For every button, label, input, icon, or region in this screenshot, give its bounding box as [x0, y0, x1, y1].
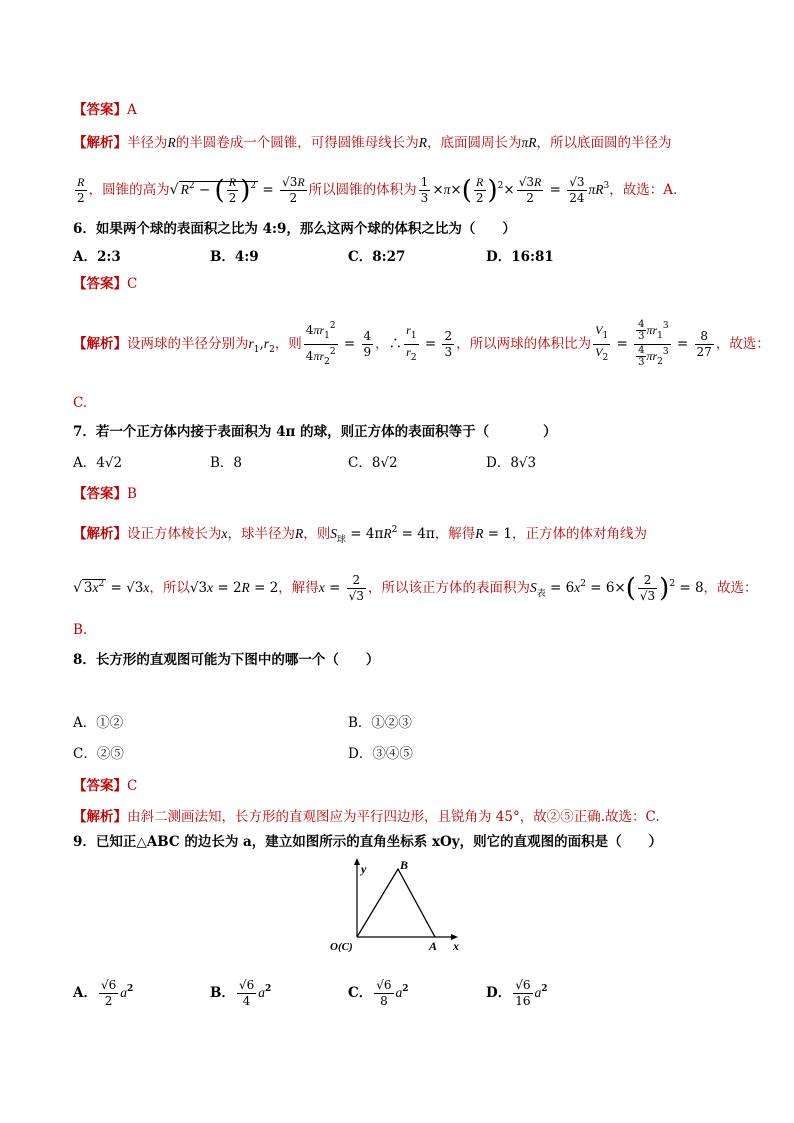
q7-analysis-line3: B. — [73, 622, 88, 638]
q9-figure — [325, 855, 465, 955]
q7-analysis-text: ，则 — [303, 526, 331, 542]
q9-option-a: A． $\frac{√6}{2}$ $a^2$ — [73, 978, 134, 1008]
answer-label: 【答案】 — [73, 778, 127, 794]
q7-analysis-text: ，所以该正方体的表面积为 — [367, 580, 530, 596]
q5-analysis-text: ，故选：A. — [609, 182, 678, 198]
q8-option-a: A．①② — [73, 715, 124, 731]
q8-option-b: B．①②③ — [348, 715, 412, 731]
q7-option-c: C．8√2 — [348, 455, 398, 471]
q6-answer: C — [127, 276, 138, 292]
option-den: 8 — [380, 994, 388, 1008]
q5-analysis-text: ，圆锥的高为 — [88, 182, 170, 198]
q7-option-a: A．4√2 — [73, 455, 123, 471]
q7-option-d: D．8√3 — [486, 455, 537, 471]
option-label: D． — [486, 985, 512, 1001]
q6-analysis-text: ，则 — [274, 336, 302, 352]
option-label: C． — [348, 985, 373, 1001]
analysis-label: 【解析】 — [73, 135, 127, 151]
q7-answer-line — [73, 485, 137, 503]
q9-option-c: C． $\frac{√6}{8}$ $a^2$ — [348, 978, 409, 1008]
q7-analysis-line1: 【解析】设正方体棱长为x，球半径为R，则$S_球 = 4\pi R^2 = 4\pi$，解得R = 1，正方体的体对角线为 — [73, 525, 647, 545]
q7-analysis-text: 设正方体棱长为 — [127, 526, 222, 542]
q5-analysis-line1: 【解析】半径为R的半圆卷成一个圆锥，可得圆锥母线长为R，底面圆周长为πR，所以底面圆的半径为 — [73, 135, 672, 151]
q6-analysis-text: ， — [375, 336, 389, 352]
q7-analysis-text: ，解得 — [434, 526, 476, 542]
q5-analysis-text: 的半圆卷成一个圆锥，可得圆锥母线长为 — [175, 135, 419, 151]
analysis-label: 【解析】 — [73, 336, 127, 352]
q7-analysis-line2: √ $3x^2 = √3x$，所以√3x = 2R = 2，解得x = $\frac{2}{√3}$ ，所以该正方体的表面积为$S_表 = 6x^2 = 6\times$( $\frac{2}{√3}$ )$^2$ = 8，故选： — [73, 573, 758, 604]
q8-answer: C — [127, 778, 138, 794]
q8-analysis-text: 由斜二测画法知，长方形的直观图应为平行四边形，且锐角为 45°，故②⑤正确.故选：C. — [127, 809, 660, 825]
q5-analysis-text: ，底面圆周长为 — [427, 135, 522, 151]
answer-label: 【答案】 — [73, 486, 127, 502]
answer-label: 【答案】 — [73, 102, 127, 118]
q5-answer-line — [73, 101, 137, 119]
q5-analysis-text: ，所以底面圆的半径为 — [536, 135, 672, 151]
q6-option-c: C．8:27 — [348, 249, 406, 265]
q7-stem: 7．若一个正方体内接于表面积为 4π 的球，则正方体的表面积等于（ ） — [73, 424, 557, 440]
q5-analysis-line2: $\frac{R}{2}$ ，圆锥的高为√ $R^2$ − ( $\frac{R}{2}$ )$^2$ = $\frac{√3R}{2}$ 所以圆锥的体积为 $\frac{1}{3}$ ×π×( $\frac{R}{2}$ )$^2$× $\frac{√3R}{2}$ = $\frac{√3}{24}$ $\pi R^3$，故选：A. — [77, 175, 678, 206]
q8-option-d: D．③④⑤ — [348, 746, 413, 762]
q8-option-c: C．②⑤ — [73, 746, 124, 762]
q6-option-a: A．2:3 — [73, 249, 121, 265]
q7-answer: B — [127, 486, 137, 502]
q6-analysis-line1: 【解析】设两球的半径分别为$r_1,r_2$，则 $\frac{4\pi r_1^2}{4\pi r_2^2}$ = $\frac{4}{9}$ ，∴ $\frac{r_1}{r_2}$ = $\frac{2}{3}$ ，所以两球的体积比为 $\frac{V_1}{V_2}$ = $\frac{4}{3}$ $\pi r_1^3$ $\frac{4}{3}$ $\pi r_2^3$ = $\frac{8}{27}$ ，故选： — [73, 319, 770, 368]
q6-analysis-line2: C. — [73, 395, 88, 411]
option-den: 4 — [242, 994, 251, 1008]
q8-stem: 8．长方形的直观图可能为下图中的哪一个（ ） — [73, 652, 380, 668]
option-label: A． — [73, 985, 97, 1001]
q8-analysis-line — [73, 808, 660, 826]
q7-option-b: B．8 — [210, 455, 243, 471]
q5-analysis-text: 半径为 — [127, 135, 168, 151]
option-den: 16 — [515, 994, 531, 1008]
label-b: B — [400, 858, 409, 872]
q6-option-d: D．16:81 — [486, 249, 554, 265]
label-y: y — [361, 862, 367, 876]
q7-analysis-text: ，正方体的体对角线为 — [511, 526, 647, 542]
option-label: B． — [210, 985, 235, 1001]
q8-answer-line — [73, 777, 137, 795]
analysis-label: 【解析】 — [73, 809, 127, 825]
q7-analysis-text: ，所以 — [149, 580, 190, 596]
q9-option-b: B． $\frac{√6}{4}$ $a^2$ — [210, 978, 272, 1008]
q6-analysis-text: ，所以两球的体积比为 — [456, 336, 592, 352]
y-axis-arrow — [354, 858, 360, 865]
q5-answer: A — [127, 102, 137, 118]
label-x: x — [453, 939, 459, 953]
analysis-label: 【解析】 — [73, 526, 127, 542]
q9-stem: 9．已知正△ABC 的边长为 a，建立如图所示的直角坐标系 xOy，则它的直观图的面积是（ ） — [73, 834, 663, 850]
label-o: O(C) — [330, 941, 353, 953]
q5-analysis-text: 所以圆锥的体积为 — [308, 182, 417, 198]
q9-option-d: D． $\frac{√6}{16}$ $a^2$ — [486, 978, 548, 1008]
q7-analysis-text: ，球半径为 — [227, 526, 295, 542]
label-a: A — [429, 939, 438, 953]
triangle-abc — [357, 869, 435, 937]
q6-option-b: B．4:9 — [210, 249, 259, 265]
q6-analysis-text: 设两球的半径分别为 — [127, 336, 249, 352]
q6-stem: 6．如果两个球的表面积之比为 4:9，那么这两个球的体积之比为（ ） — [73, 221, 516, 237]
answer-label: 【答案】 — [73, 276, 127, 292]
q6-analysis-text: ，故选： — [715, 336, 770, 352]
q6-answer-line — [73, 275, 137, 293]
option-den: 2 — [104, 994, 113, 1008]
q7-analysis-text: ，故选： — [703, 580, 758, 596]
q7-analysis-text: ，解得 — [278, 580, 319, 596]
